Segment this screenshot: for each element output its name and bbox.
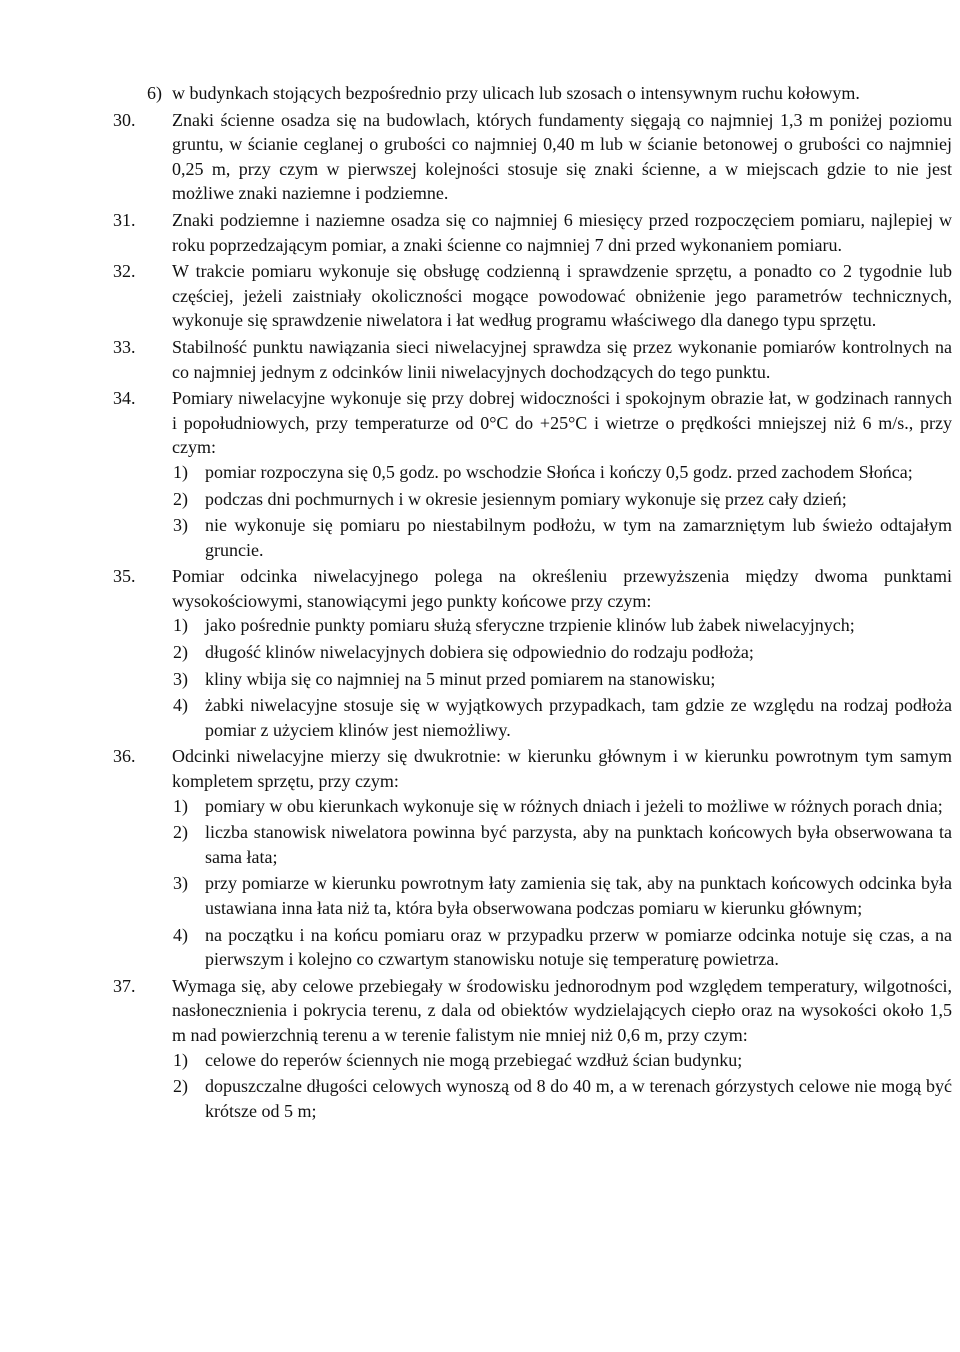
item-number: 4)	[173, 924, 188, 945]
item-text: liczba stanowisk niwelatora powinna być parzysta, aby na punktach końcowych była obserwowana ta sama łata;	[205, 822, 952, 867]
paragraph-number: 34.	[113, 388, 136, 409]
paragraph-text: Wymaga się, aby celowe przebiegały w środowisku jednorodnym pod względem temperatury, wilgotności, nasłonecznienia i pokrycia terenu, z dala od obiektów wydzielających ciepło oraz na wysokości około 1,5 m nad powierzchnią terenu a w terenie falistym nie mniej niż 0,6 m, przy czym:	[172, 975, 952, 1045]
paragraph-number: 32.	[113, 261, 136, 282]
item-number: 2)	[173, 822, 188, 843]
list-item	[173, 487, 952, 512]
list-item	[173, 871, 952, 920]
item-text: nie wykonuje się pomiaru po niestabilnym podłożu, w tym na zamarzniętym lub świeżo odtajałym gruncie.	[205, 515, 952, 560]
list-item	[147, 81, 952, 106]
list-item	[173, 640, 952, 665]
item-text: kliny wbija się co najmniej na 5 minut przed pomiarem na stanowisku;	[205, 668, 716, 689]
list-item	[173, 923, 952, 972]
item-text: długość klinów niwelacyjnych dobiera się odpowiednio do rodzaju podłoża;	[205, 642, 754, 663]
list-item	[173, 613, 952, 638]
item-number: 3)	[173, 873, 188, 894]
paragraph-36	[113, 744, 952, 793]
item-text: na początku i na końcu pomiaru oraz w przypadku przerw w pomiarze odcinka notuje się czas, a na pierwszym i kolejno co czwartym stanowisku notuje się temperaturę powietrza.	[205, 924, 952, 970]
paragraph-number: 33.	[113, 336, 136, 357]
item-text: przy pomiarze w kierunku powrotnym łaty zamienia się tak, aby na punktach końcowych odcinka była ustawiana inna łata niż ta, która była obserwowana podczas pomiaru w kierunku głównym;	[205, 873, 952, 918]
paragraph-text: Pomiary niwelacyjne wykonuje się przy dobrej widoczności i spokojnym obrazie łat, w godzinach rannych i popołudniowych, przy temperaturze od 0°C do +25°C i wietrze o prędkości mniejszej niż 6 m/s., przy czym:	[172, 388, 952, 458]
paragraph-text: Znaki podziemne i naziemne osadza się co najmniej 6 miesięcy przed rozpoczęciem pomiaru, najlepiej w roku poprzedzającym pomiar, a znaki ścienne co najmniej 7 dni przed wykonaniem pomiaru.	[172, 209, 952, 255]
paragraph-number: 37.	[113, 975, 136, 996]
item-text: celowe do reperów ściennych nie mogą przebiegać wzdłuż ścian budynku;	[205, 1049, 743, 1070]
list-item	[173, 820, 952, 869]
item-text: pomiar rozpoczyna się 0,5 godz. po wschodzie Słońca i kończy 0,5 godz. przed zachodem Słońca;	[205, 461, 913, 482]
item-number: 2)	[173, 642, 188, 663]
paragraph-34	[113, 386, 952, 460]
paragraph-32	[113, 259, 952, 333]
list-item	[173, 693, 952, 742]
paragraph-30	[113, 108, 952, 206]
paragraph-text: Pomiar odcinka niwelacyjnego polega na określeniu przewyższenia między dwoma punktami wysokościowymi, stanowiącymi jego punkty końcowe przy czym:	[172, 566, 952, 611]
item-text: w budynkach stojących bezpośrednio przy ulicach lub szosach o intensywnym ruchu kołowym.	[172, 83, 860, 103]
item-number: 4)	[173, 695, 188, 716]
list-item	[173, 794, 952, 819]
item-text: podczas dni pochmurnych i w okresie jesiennym pomiary wykonuje się przez cały dzień;	[205, 488, 847, 509]
paragraph-33	[113, 335, 952, 384]
paragraph-number: 30.	[113, 109, 136, 130]
paragraph-text: Stabilność punktu nawiązania sieci niwelacyjnej sprawdza się przez wykonanie pomiarów kontrolnych na co najmniej jednym z odcinków linii niwelacyjnych dochodzących do tego punktu.	[172, 336, 952, 382]
paragraph-31	[113, 208, 952, 257]
list-item	[173, 460, 952, 485]
item-number: 2)	[173, 488, 188, 509]
item-number: 6)	[147, 83, 162, 103]
item-number: 1)	[173, 795, 188, 816]
item-number: 1)	[173, 615, 188, 636]
item-text: jako pośrednie punkty pomiaru służą sferyczne trzpienie klinów lub żabek niwelacyjnych;	[205, 615, 855, 636]
item-number: 3)	[173, 515, 188, 536]
item-text: dopuszczalne długości celowych wynoszą od 8 do 40 m, a w terenach górzystych celowe nie mogą być krótsze od 5 m;	[205, 1076, 952, 1121]
paragraph-text: Odcinki niwelacyjne mierzy się dwukrotnie: w kierunku głównym i w kierunku powrotnym tym samym kompletem sprzętu, przy czym:	[172, 746, 952, 792]
item-number: 2)	[173, 1076, 188, 1097]
list-item	[173, 667, 952, 692]
item-text: pomiary w obu kierunkach wykonuje się w różnych dniach i jeżeli to możliwe w różnych porach dnia;	[205, 795, 943, 816]
item-number: 3)	[173, 668, 188, 689]
paragraph-37	[113, 974, 952, 1048]
paragraph-number: 31.	[113, 209, 136, 230]
list-item	[173, 513, 952, 562]
paragraph-number: 36.	[113, 746, 136, 767]
list-item	[173, 1074, 952, 1123]
paragraph-text: Znaki ścienne osadza się na budowlach, których fundamenty sięgają co najmniej 1,3 m poniżej poziomu gruntu, w ścianie ceglanej o grubości co najmniej 0,40 m lub w ścianie betonowej o grubości co najmniej 0,25 m, przy czym w pierwszej kolejności stosuje się znaki ścienne, a w miejscach gdzie to nie jest możliwe znaki naziemne i podziemne.	[172, 109, 952, 204]
paragraph-text: W trakcie pomiaru wykonuje się obsługę codzienną i sprawdzenie sprzętu, a ponadto co 2 tygodnie lub częściej, jeżeli zaistniały okoliczności mogące powodować obniżenie jego parametrów technicznych, wykonuje się sprawdzenie niwelatora i łat według programu właściwego dla danego typu sprzętu.	[172, 261, 952, 331]
item-number: 1)	[173, 461, 188, 482]
list-item	[173, 1048, 952, 1073]
document-body	[0, 81, 960, 1123]
paragraph-35	[113, 564, 952, 613]
item-number: 1)	[173, 1049, 188, 1070]
item-text: żabki niwelacyjne stosuje się w wyjątkowych przypadkach, tam gdzie ze względu na rodzaj podłoża pomiar z użyciem klinów jest niemożliwy.	[205, 695, 952, 740]
paragraph-number: 35.	[113, 566, 136, 587]
